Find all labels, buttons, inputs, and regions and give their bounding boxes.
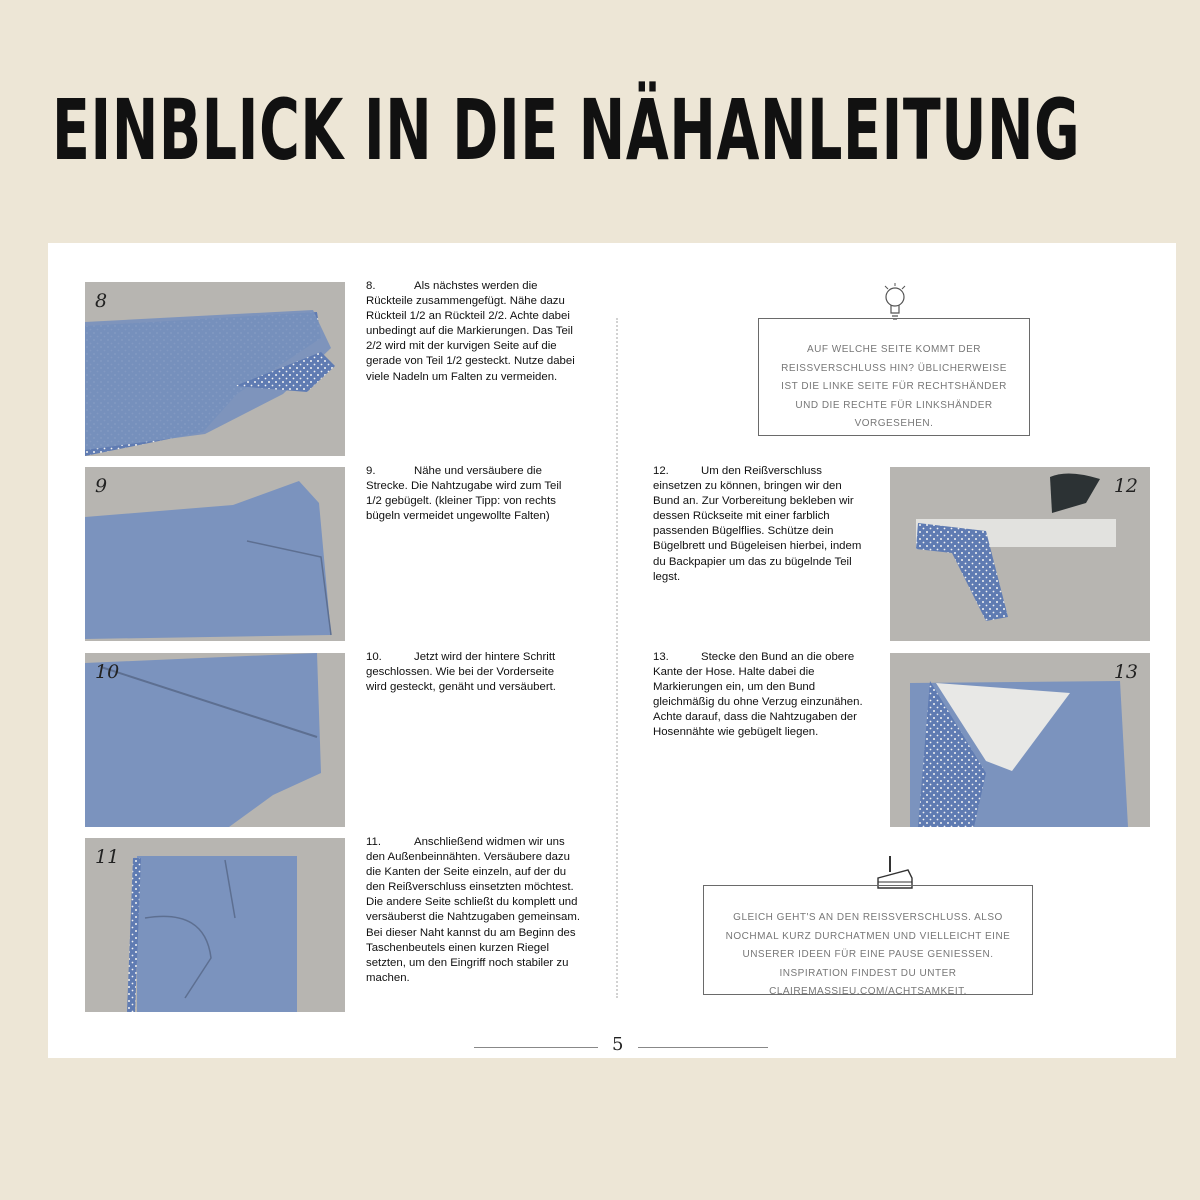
page-number-rule-right — [638, 1047, 768, 1048]
step-8-body: Als nächstes werden die Rückteile zusammengefügt. Nähe dazu Rückteil 1/2 an Rückteil 2/2. Achte dabei unbedingt auf die Markierungen. Das Teil 2/2 wird mit der kurvigen Seite auf die gerade von Teil 1/2 gesteckt. Nutze dabei viele Nadeln um Falten zu vermeiden. — [366, 280, 575, 383]
step-9-photo — [85, 467, 345, 641]
tip-box — [758, 318, 1030, 436]
step-11-number: 11. — [366, 836, 381, 848]
step-11-photo-label: 11 — [95, 846, 120, 868]
step-8-photo — [85, 282, 345, 456]
step-10-text — [366, 650, 578, 695]
page-number: 5 — [612, 1034, 624, 1055]
step-9-number: 9. — [366, 465, 376, 477]
step-12-text — [653, 464, 865, 585]
tip-box-text: AUF WELCHE SEITE KOMMT DER REISSVERSCHLUSS HIN? ÜBLICHERWEISE IST DIE LINKE SEITE FÜR RECHTSHÄNDER UND DIE RECHTE FÜR LINKSHÄNDER VORGESEHEN. — [781, 344, 1007, 429]
step-10-photo-label: 10 — [95, 661, 120, 683]
page-number-rule-left — [474, 1047, 598, 1048]
step-11-photo — [85, 838, 345, 1012]
step-12-body: Um den Reißverschluss einsetzen zu können, bringen wir den Bund an. Zur Vorbereitung bekleben wir dessen Rückseite mit einer farblich passenden Bügelflies. Schütze dein Bügelbrett und Bügeleisen hierbei, indem du Backpapier um das zu bügelnde Teil legst. — [653, 465, 862, 583]
break-box-text: GLEICH GEHT'S AN DEN REISSVERSCHLUSS. ALSO NOCHMAL KURZ DURCHATMEN UND VIELLEICHT EINE UNSERER IDEEN FÜR EINE PAUSE GENIESSEN. INSPIRATION FINDEST DU UNTER CLAIREMASSIEU.COM/ACHTSAMKEIT. — [725, 912, 1011, 997]
step-12-number: 12. — [653, 465, 669, 477]
step-8-text — [366, 279, 578, 385]
break-box — [703, 885, 1033, 995]
step-10-body: Jetzt wird der hintere Schritt geschlossen. Wie bei der Vorderseite wird gesteckt, genäht und versäubert. — [366, 651, 556, 694]
step-11-text — [366, 835, 584, 986]
step-10-photo — [85, 653, 345, 827]
step-9-text — [366, 464, 578, 524]
step-12-photo-label: 12 — [1113, 475, 1138, 497]
step-8-photo-label: 8 — [95, 290, 108, 312]
step-13-photo-label: 13 — [1113, 661, 1138, 683]
page-headline: EINBLICK IN DIE NÄHANLEITUNG — [52, 81, 1081, 179]
step-9-photo-label: 9 — [95, 475, 108, 497]
step-8-number: 8. — [366, 280, 376, 292]
step-11-body: Anschließend widmen wir uns den Außenbeinnähten. Versäubere dazu die Kanten der Seite einzeln, auf der du den Reißverschluss einsetzten möchtest. Die andere Seite schließt du komplett und versäuberst die Nahtzugaben gemeinsam. Bei dieser Naht kannst du am Beginn des Taschenbeutels einen kurzen Riegel setzten, um den Eingriff noch stabiler zu machen. — [366, 836, 581, 984]
lightbulb-icon — [882, 283, 908, 323]
step-10-number: 10. — [366, 651, 382, 663]
step-13-photo — [890, 653, 1150, 827]
step-13-text — [653, 650, 871, 741]
spread-fold-divider — [616, 318, 618, 998]
step-12-photo — [890, 467, 1150, 641]
step-13-body: Stecke den Bund an die obere Kante der Hose. Halte dabei die Markierungen ein, um den Bund gleichmäßig du ohne Verzug einzunähen. Achte darauf, dass die Nahtzugaben der Hosennähte wie gebügelt liegen. — [653, 651, 863, 739]
step-13-number: 13. — [653, 651, 669, 663]
step-9-body: Nähe und versäubere die Strecke. Die Nahtzugabe wird zum Teil 1/2 gebügelt. (kleiner Tipp: von rechts bügeln vermeidet ungewollte Falten) — [366, 465, 562, 523]
